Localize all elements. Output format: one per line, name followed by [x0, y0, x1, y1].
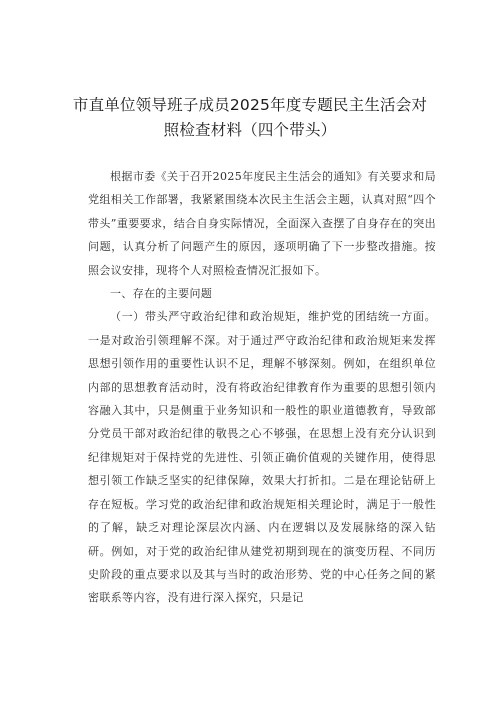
section-heading-problems: 一、存在的主要问题 — [110, 287, 213, 301]
document-title-line-2: 照检查材料（四个带头） — [163, 121, 337, 139]
intro-paragraph: 根据市委《关于召开2025年度民主生活会的通知》有关要求和局党组相关工作部署，我紧紧围绕本次民主生活会主题，认真对照“四个带头”重要要求，结合自身实际情况，全面深入查摆了自身存在的突出问题，认真分析了问题产生的原因，逐项明确了下一步整改措施。按照会议安排，现将个人对照检查情况汇报如下。 — [88, 170, 436, 277]
document-title-line-1: 市直单位领导班子成员2025年度专题民主生活会对 — [72, 96, 428, 114]
section-paragraph-political-discipline: （一）带头严守政治纪律和政治规矩，维护党的团结统一方面。一是对政治引领理解不深。对于通过严守政治纪律和政治规矩来发挥思想引领作用的重要性认识不足，理解不够深刻。例如，在组织单位内部的思想教育活动时，没有将政治纪律教育作为重要的思想引领内容融入其中，只是侧重于业务知识和一般性的职业道德教育，导致部分党员干部对政治纪律的敬畏之心不够强，在思想上没有充分认识到纪律规矩对于保持党的先进性、引领正确价值观的关键作用，使得思想引领工作缺乏坚实的纪律保障，效果大打折扣。二是在理论钻研上存在短板。学习党的政治纪律和政治规矩相关理论时，满足于一般性的了解，缺乏对理论深层次内涵、内在逻辑以及发展脉络的深入钻研。例如，对于党的政治纪律从建党初期到现在的演变历程、不同历史阶段的重点要求以及其与当时的政治形势、党的中心任务之间的紧密联系等内容，没有进行深入探究，只是记 — [88, 310, 436, 605]
document-body — [88, 165, 436, 610]
